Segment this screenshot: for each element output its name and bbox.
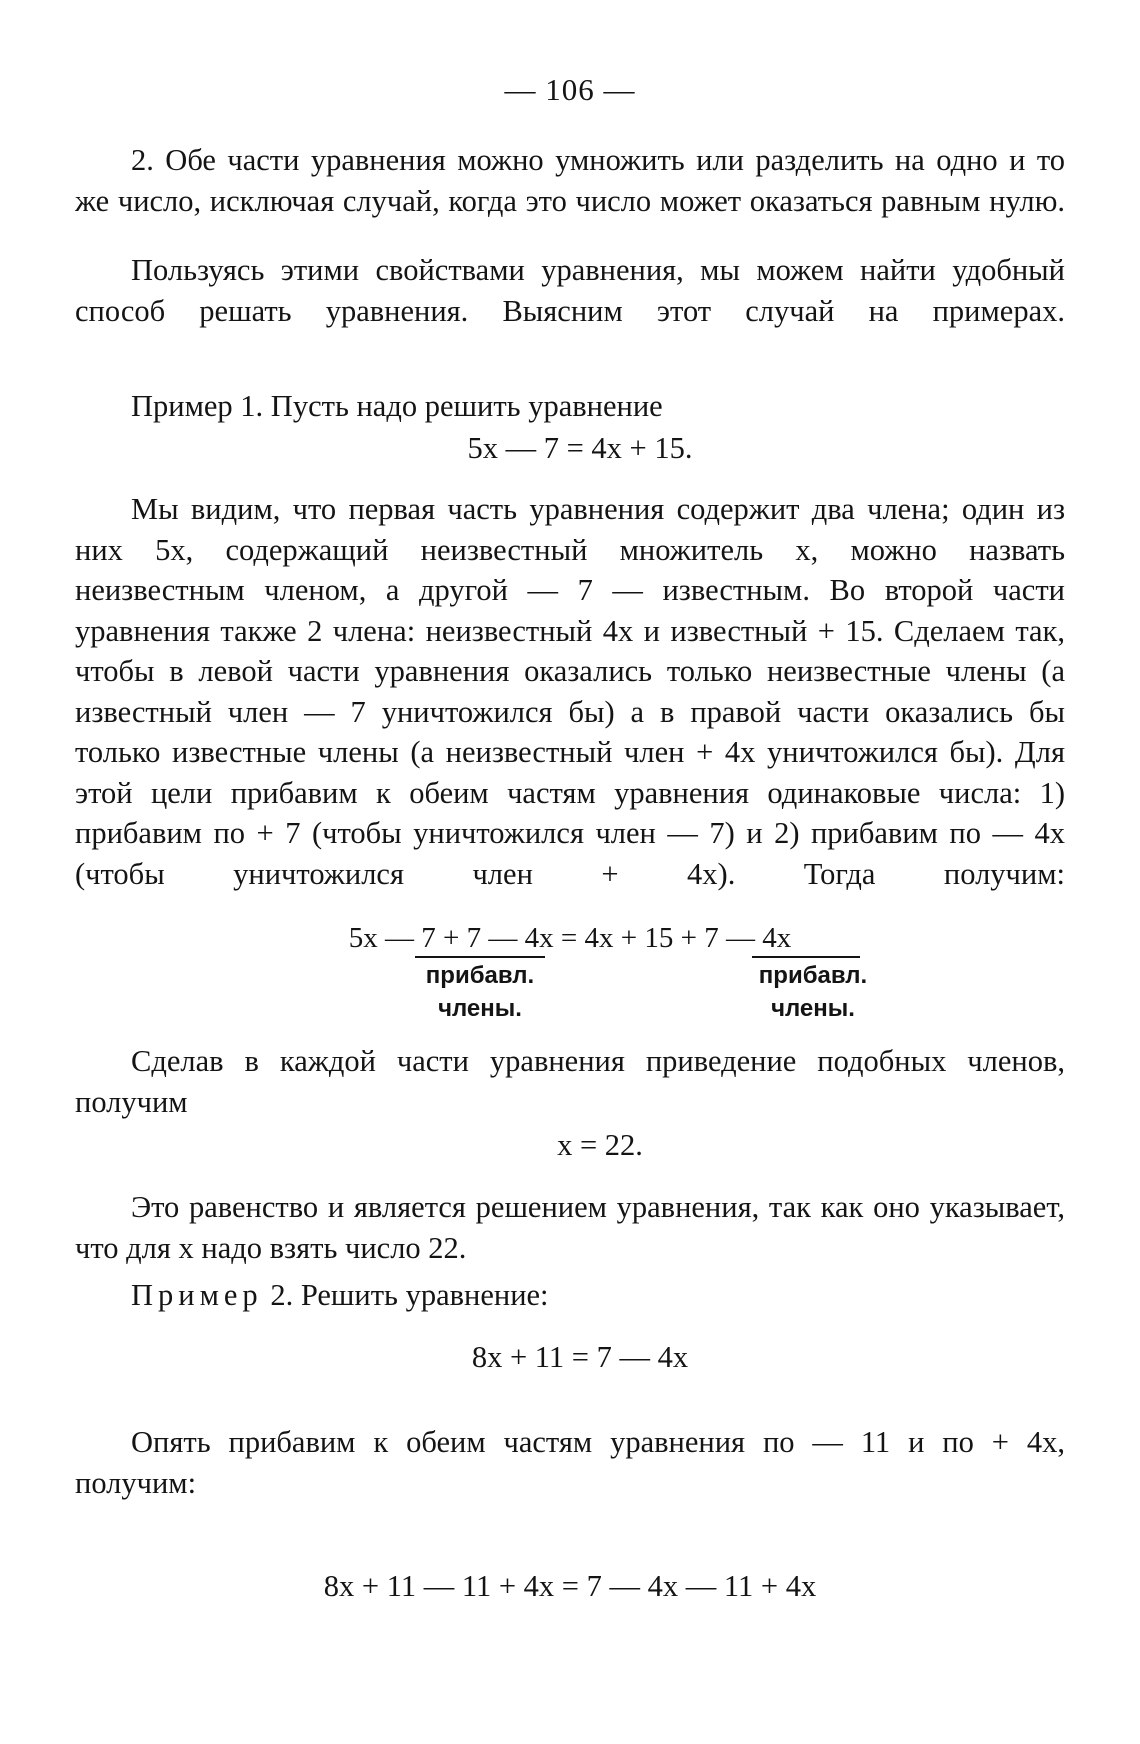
example1-conclusion: Это равенство и является решением уравнения, так как оно указывает, что для x надо взять число 22. [75, 1190, 1065, 1265]
right-added-terms-underline [752, 956, 860, 958]
left-added-label-2: члены. [438, 995, 522, 1022]
example1-solution: x = 22. [557, 1128, 643, 1162]
example1-heading: Пример 1. Пусть надо решить уравнение [131, 389, 663, 423]
example2-equation: 8x + 11 = 7 — 4x [471, 1340, 689, 1374]
example1-equation: 5x — 7 = 4x + 15. [467, 431, 693, 465]
example2-explanation: Опять прибавим к обеим частям уравнения по — 11 и по + 4x, получим: [75, 1425, 1065, 1500]
left-added-terms-underline [415, 956, 545, 958]
right-added-label-2: члены. [771, 995, 855, 1022]
example2-heading [131, 1275, 1121, 1316]
left-added-label-1: прибавл. [425, 962, 535, 989]
right-added-label-1: прибавл. [758, 962, 868, 989]
example1-explanation: Мы видим, что первая часть уравнения содержит два члена; один из них 5x, содержащий неизвестный множитель x, можно назвать неизвестным членом, а другой — 7 — известным. Во второй части уравнения также 2 члена: неизвестный 4x и известный + 15. Сделаем так, чтобы в левой части уравнения оказались только неизвестные члены (а известный член — 7 уничтожился бы) а в правой части оказались бы только известные члены (а неизвестный член + 4x уничтожился бы). Для этой цели прибавим к обеим частям уравнения одинаковые числа: 1) прибавим по + 7 (чтобы уничтожился член — 7) и 2) прибавим по — 4x (чтобы уничтожился член + 4x). Тогда получим: [75, 492, 1065, 891]
after-reduction-paragraph: Сделав в каждой части уравнения приведение подобных членов, получим [75, 1044, 1065, 1119]
page-number: — 106 — [504, 72, 636, 107]
intro-paragraph: Пользуясь этими свойствами уравнения, мы можем найти удобный способ решать уравнения. Выясним этот случай на примерах. [75, 253, 1065, 328]
example2-heading-rest: 2. Решить уравнение: [262, 1278, 549, 1312]
example2-expanded-equation: 8x + 11 — 11 + 4x = 7 — 4x — 11 + 4x [323, 1569, 817, 1603]
example2-heading-word: Пример [131, 1278, 263, 1312]
property-2-paragraph: 2. Обе части уравнения можно умножить или разделить на одно и то же число, исключая случай, когда это число может оказаться равным нулю. [75, 143, 1065, 218]
example1-expanded-equation: 5x — 7 + 7 — 4x = 4x + 15 + 7 — 4x [348, 922, 792, 954]
